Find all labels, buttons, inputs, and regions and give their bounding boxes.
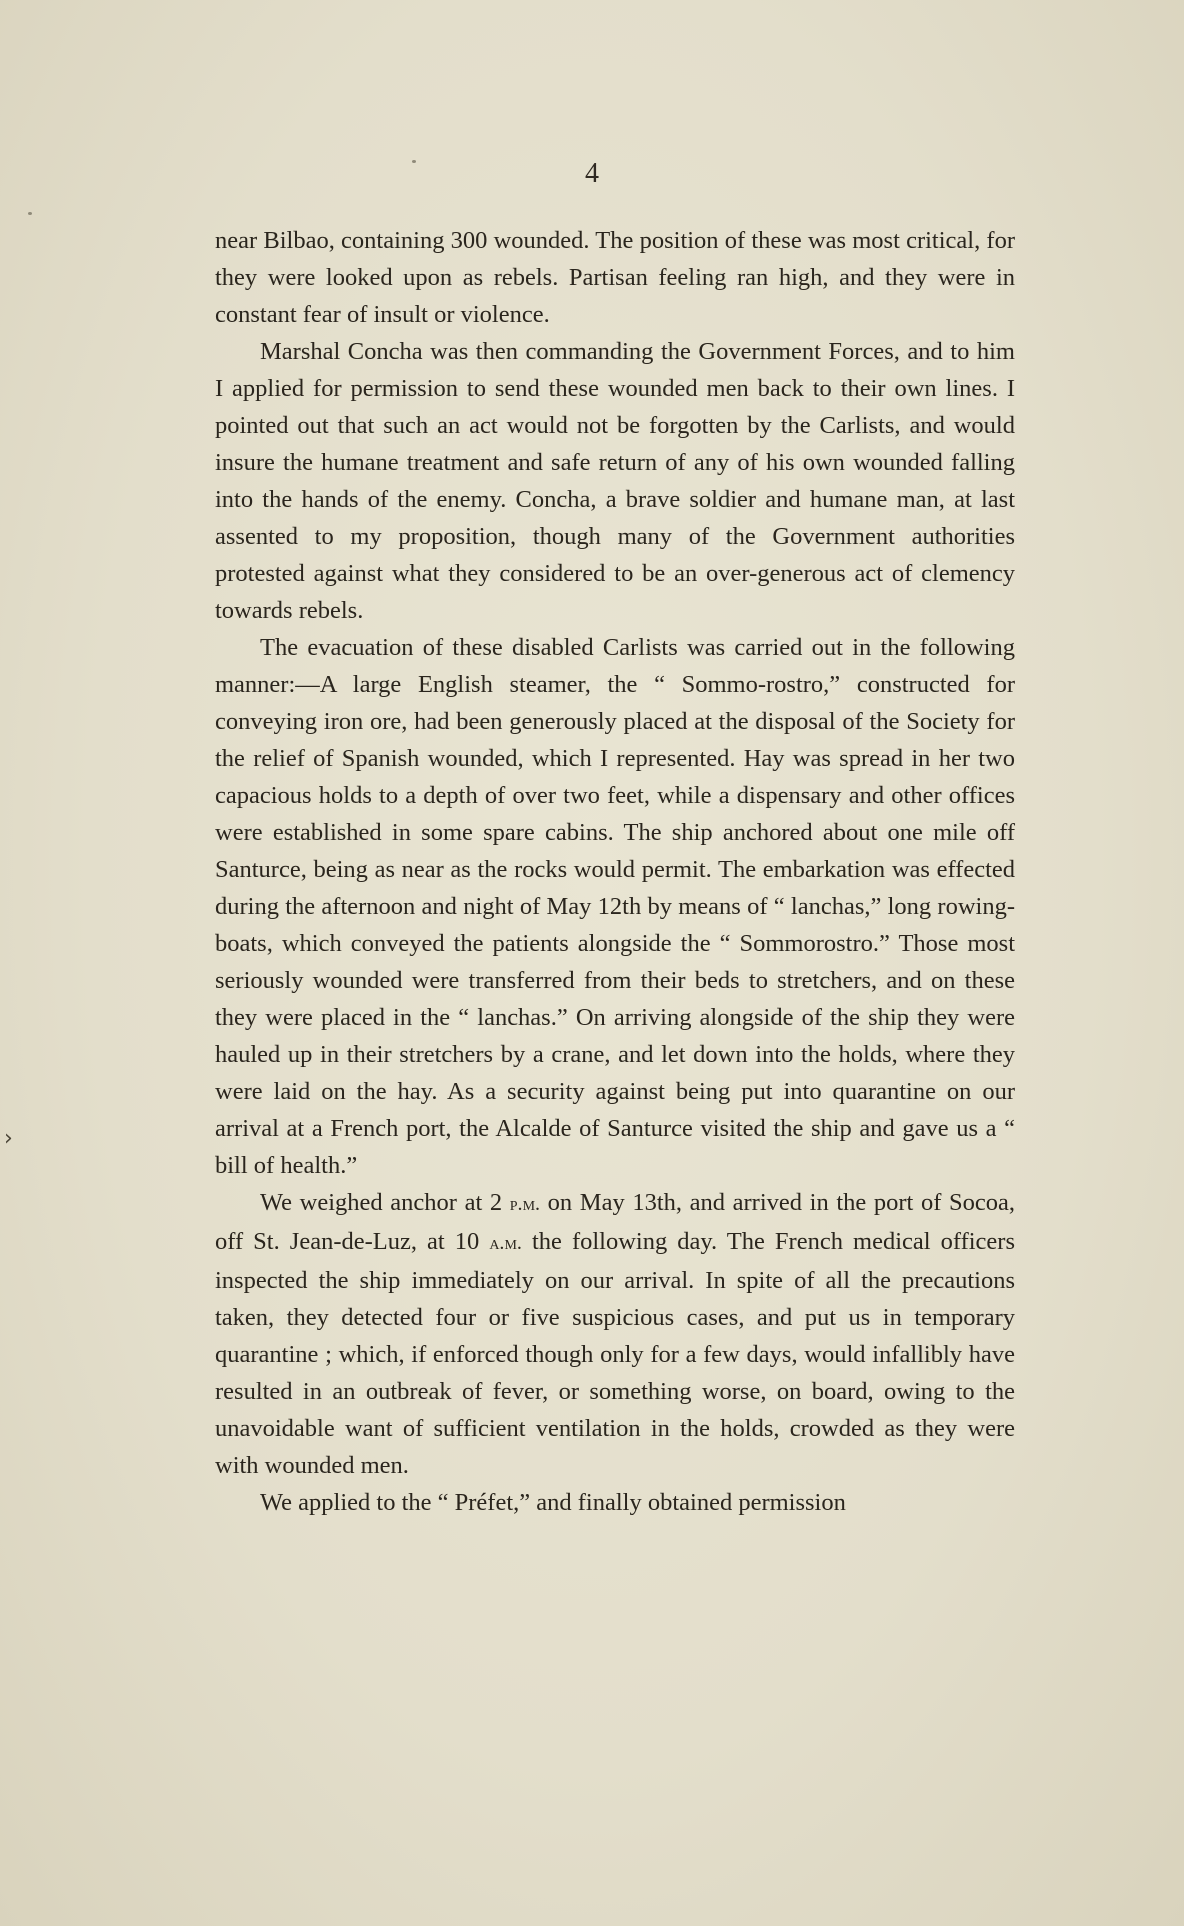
paragraph [215, 629, 1015, 1184]
time-abbreviation: a.m. [489, 1232, 522, 1254]
paragraph-text: on May 13th, and arrived in the port of Socoa, off St. Jean-de-Luz, at 10 [215, 1189, 1016, 1255]
paper-speck [412, 160, 416, 163]
margin-mark: › [4, 1126, 13, 1151]
paragraph-text: We applied to the “ Préfet,” and finally obtained permission [260, 1489, 846, 1516]
paragraph-text: We weighed anchor at 2 [260, 1189, 510, 1216]
paragraph [215, 333, 1015, 629]
paper-speck [28, 212, 32, 215]
paragraph [215, 222, 1015, 333]
paragraph-text: Marshal Concha was then commanding the Government Forces, and to him I applied for permission to send these wounded men back to their own lines. I pointed out that such an act would not be forgotten by the Carlists, and would insure the humane treatment and safe return of any of his own wounded falling into the hands of the enemy. Concha, a brave soldier and humane man, at last assented to my proposition, though many of the Government authorities protested against what they considered to be an over-generous act of clemency towards rebels. [215, 338, 1015, 624]
paragraph-text: near Bilbao, containing 300 wounded. The position of these was most critical, for they were looked upon as rebels. Partisan feeling ran high, and they were in constant fear of insult or violence. [215, 227, 1015, 328]
time-abbreviation: p.m. [509, 1193, 541, 1215]
paragraph-text: the following day. The French medical officers inspected the ship immediately on our arrival. In spite of all the precautions taken, they detected four or five suspicious cases, and put us in temporary quarantine ; which, if enforced though only for a few days, would infallibly have resulted in an outbreak of fever, or something worse, on board, owing to the unavoidable want of sufficient ventilation in the holds, crowded as they were with wounded men. [215, 1228, 1015, 1479]
paragraph [215, 1484, 1015, 1521]
paragraph [215, 1184, 1015, 1484]
body-text [215, 222, 1015, 1521]
page-number: 4 [585, 158, 599, 189]
paragraph-text: The evacuation of these disabled Carlists was carried out in the following manner:—A large English steamer, the “ Sommo-rostro,” constructed for conveying iron ore, had been generously placed at the disposal of the Society for the relief of Spanish wounded, which I represented. Hay was spread in her two capacious holds to a depth of over two feet, while a dispensary and other offices were established in some spare cabins. The ship anchored about one mile off Santurce, being as near as the rocks would permit. The embarkation was effected during the afternoon and night of May 12th by means of “ lanchas,” long rowing-boats, which conveyed the patients alongside the “ Sommorostro.” Those most seriously wounded were transferred from their beds to stretchers, and on these they were placed in the “ lanchas.” On arriving alongside of the ship they were hauled up in their stretchers by a crane, and let down into the holds, where they were laid on the hay. As a security against being put into quarantine on our arrival at a French port, the Alcalde of Santurce visited the ship and gave us a “ bill of health.” [215, 634, 1015, 1179]
